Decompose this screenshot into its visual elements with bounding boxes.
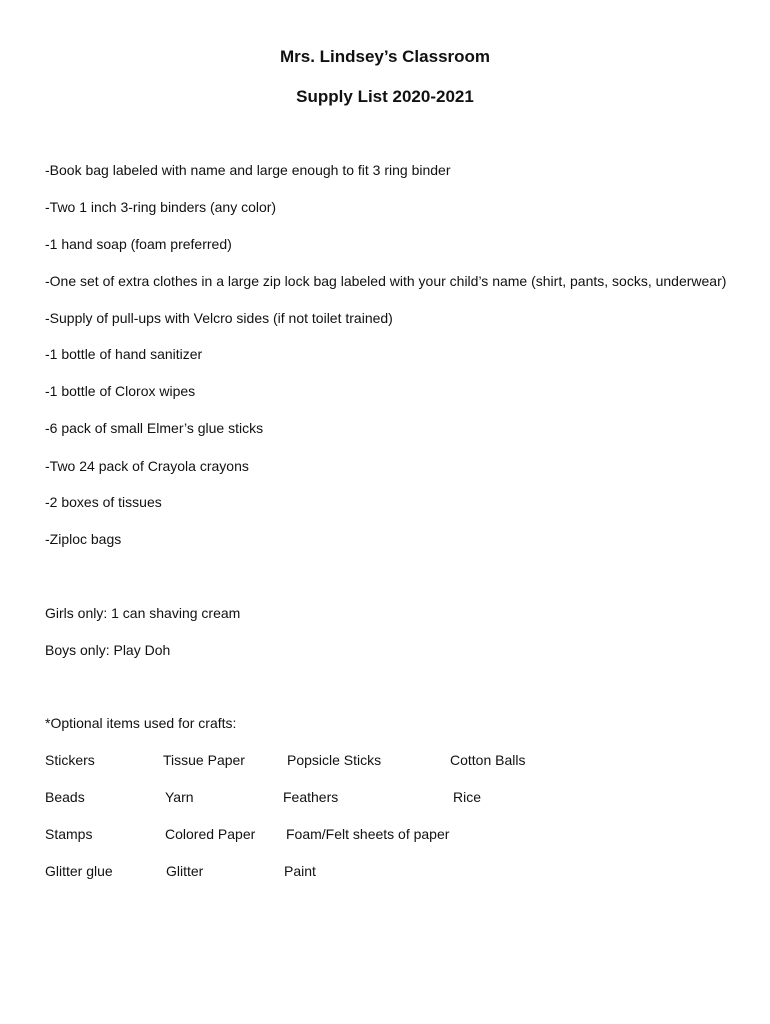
list-item: -1 bottle of Clorox wipes <box>45 383 196 399</box>
optional-item: Popsicle Sticks <box>287 752 382 768</box>
list-item: -Two 24 pack of Crayola crayons <box>45 458 249 474</box>
page-subtitle: Supply List 2020-2021 <box>296 87 474 106</box>
optional-item: Tissue Paper <box>163 752 245 768</box>
optional-item: Yarn <box>165 789 194 805</box>
list-item: -Supply of pull-ups with Velcro sides (if not toilet trained) <box>45 310 393 326</box>
optional-item: Glitter glue <box>45 863 113 879</box>
list-item: Girls only: 1 can shaving cream <box>45 605 241 621</box>
optional-items-heading: *Optional items used for crafts: <box>45 715 237 731</box>
page-title: Mrs. Lindsey’s Classroom <box>279 47 491 66</box>
optional-item: Rice <box>453 789 482 805</box>
list-item: -6 pack of small Elmer’s glue sticks <box>45 420 264 436</box>
list-item: Boys only: Play Doh <box>45 642 171 658</box>
optional-item: Beads <box>45 789 85 805</box>
optional-item: Stamps <box>45 826 93 842</box>
list-item: -2 boxes of tissues <box>45 494 162 510</box>
optional-item: Stickers <box>45 752 95 768</box>
list-item: -1 hand soap (foam preferred) <box>45 236 232 252</box>
optional-item: Paint <box>284 863 316 879</box>
optional-item: Cotton Balls <box>450 752 526 768</box>
list-item: -Two 1 inch 3-ring binders (any color) <box>45 199 277 215</box>
list-item: -1 bottle of hand sanitizer <box>45 346 203 362</box>
optional-item: Colored Paper <box>165 826 256 842</box>
list-item: -Ziploc bags <box>45 531 122 547</box>
optional-item: Foam/Felt sheets of paper <box>286 826 450 842</box>
list-item: -One set of extra clothes in a large zip lock bag labeled with your child’s name (shirt, pants, socks, underwear) <box>45 273 727 289</box>
list-item: -Book bag labeled with name and large enough to fit 3 ring binder <box>45 162 451 178</box>
optional-item: Glitter <box>166 863 204 879</box>
optional-item: Feathers <box>283 789 339 805</box>
